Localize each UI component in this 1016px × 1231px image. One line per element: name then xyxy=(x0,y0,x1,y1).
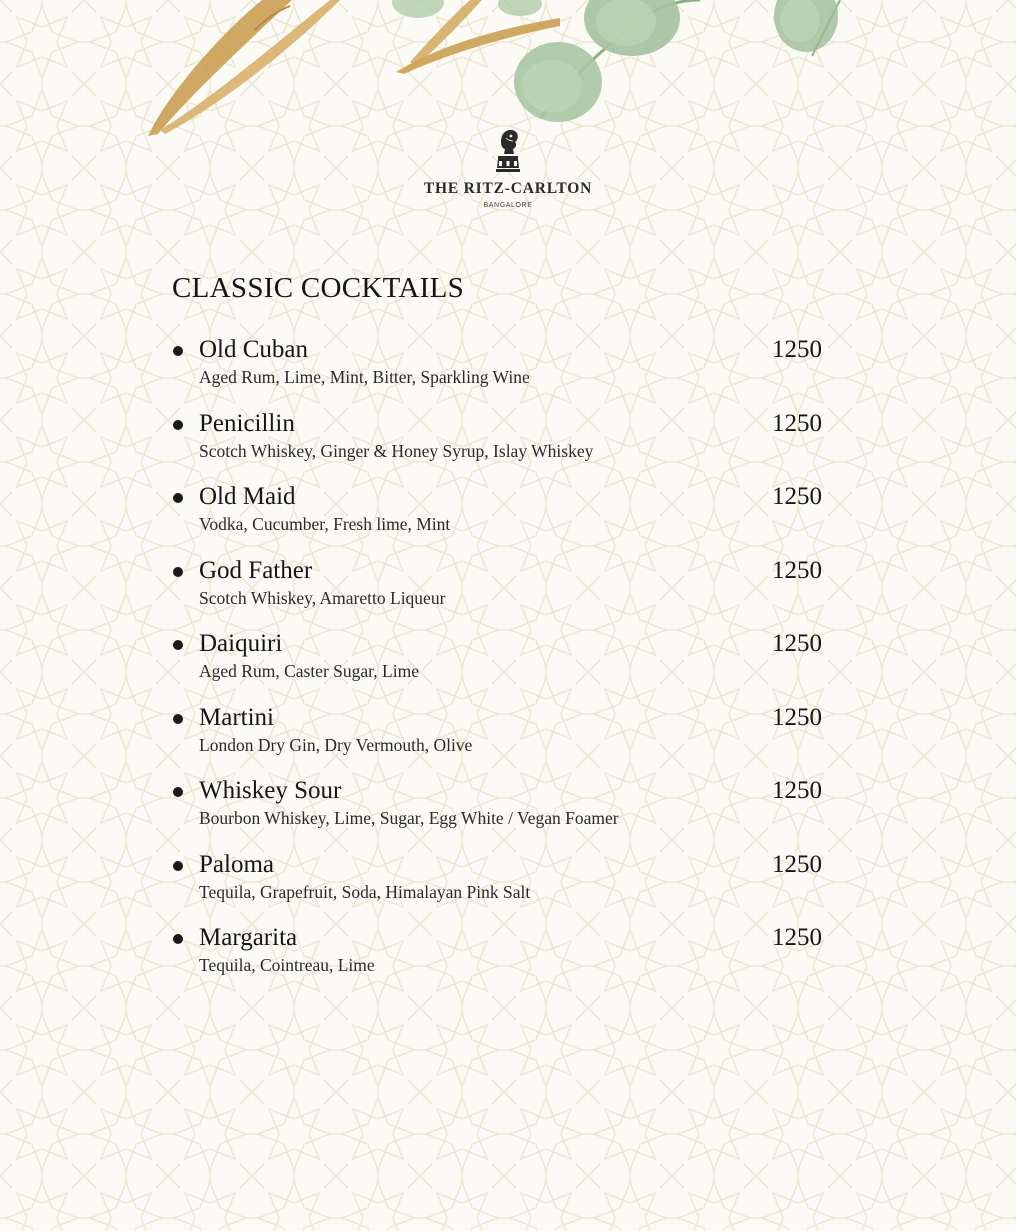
menu-item-name: Daiquiri xyxy=(199,630,283,657)
menu-item-description: Bourbon Whiskey, Lime, Sugar, Egg White / Vegan Foamer xyxy=(199,808,619,828)
menu-item-price: 1250 xyxy=(772,850,822,878)
menu-item xyxy=(172,481,832,555)
menu-item-price: 1250 xyxy=(772,483,822,510)
menu-item-description: Vodka, Cucumber, Fresh lime, Mint xyxy=(199,514,451,534)
menu-item xyxy=(172,628,832,702)
brand-location: BANGALORE xyxy=(483,202,533,209)
brand-name: THE RITZ-CARLTON xyxy=(423,180,593,197)
menu-item-name: Martini xyxy=(199,703,274,731)
menu-item-price: 1250 xyxy=(772,924,822,951)
bullet-icon xyxy=(173,493,183,503)
menu-item-description: Tequila, Grapefruit, Soda, Himalayan Pink Salt xyxy=(199,881,531,902)
menu-item-name: Whiskey Sour xyxy=(199,777,342,804)
brand-logo xyxy=(408,128,608,209)
menu-item-price: 1250 xyxy=(772,777,822,804)
menu-item-description: Scotch Whiskey, Ginger & Honey Syrup, Islay Whiskey xyxy=(199,440,594,461)
bullet-icon xyxy=(173,640,183,650)
cocktail-menu-list xyxy=(172,334,832,996)
menu-item-name: God Father xyxy=(199,556,313,584)
menu-item-description: Scotch Whiskey, Amaretto Liqueur xyxy=(199,587,446,608)
menu-item-name: Old Cuban xyxy=(199,336,309,363)
menu-item-price: 1250 xyxy=(772,630,822,657)
menu-item-price: 1250 xyxy=(772,556,822,584)
menu-item xyxy=(172,555,832,629)
lion-crown-icon xyxy=(492,128,524,174)
section-title: CLASSIC COCKTAILS xyxy=(172,272,465,304)
menu-item-price: 1250 xyxy=(772,409,822,437)
gold-leaf-illustration xyxy=(148,0,560,136)
menu-item-name: Paloma xyxy=(199,850,274,878)
bullet-icon xyxy=(173,861,183,871)
bullet-icon xyxy=(173,787,183,797)
menu-item xyxy=(172,775,832,849)
menu-item-price: 1250 xyxy=(772,336,822,363)
menu-item xyxy=(172,702,832,776)
menu-item-description: Aged Rum, Caster Sugar, Lime xyxy=(199,661,419,681)
menu-item-price: 1250 xyxy=(772,703,822,731)
menu-item xyxy=(172,849,832,923)
bullet-icon xyxy=(173,567,183,577)
menu-item-description: London Dry Gin, Dry Vermouth, Olive xyxy=(199,734,473,755)
menu-item-description: Aged Rum, Lime, Mint, Bitter, Sparkling Wine xyxy=(199,367,530,387)
menu-item xyxy=(172,922,832,996)
menu-item xyxy=(172,334,832,408)
menu-item xyxy=(172,408,832,482)
bullet-icon xyxy=(173,714,183,724)
menu-item-name: Margarita xyxy=(199,924,298,951)
menu-item-name: Old Maid xyxy=(199,483,296,510)
bullet-icon xyxy=(173,420,183,430)
menu-item-name: Penicillin xyxy=(199,409,295,437)
menu-item-description: Tequila, Cointreau, Lime xyxy=(199,955,375,975)
bullet-icon xyxy=(173,346,183,356)
bullet-icon xyxy=(173,934,183,944)
